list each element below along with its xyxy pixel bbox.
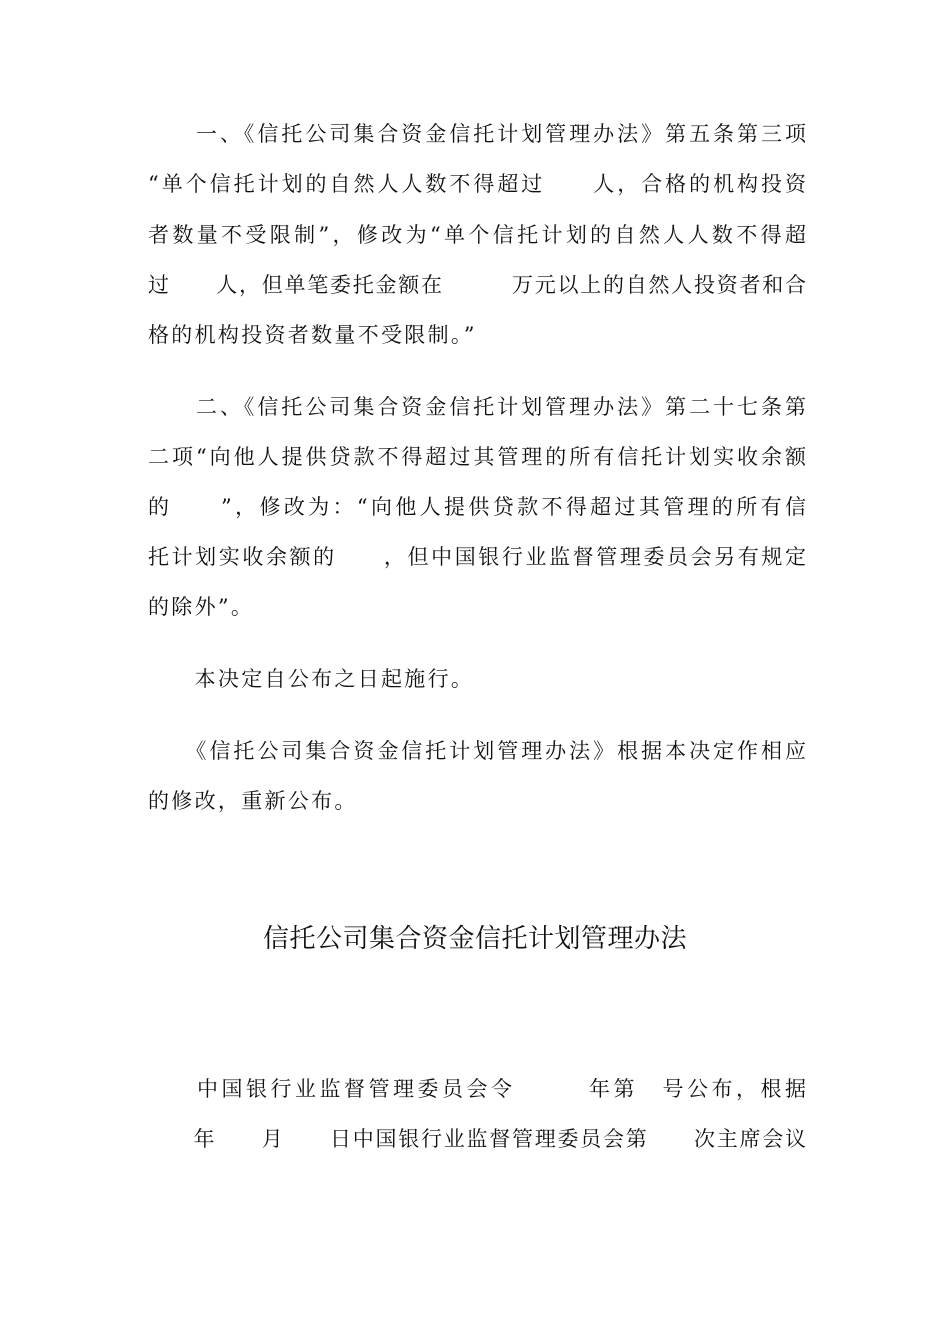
paragraph-1-line-1: 一、《信托公司集合资金信托计划管理办法》第五条第三项 <box>148 122 806 146</box>
paragraph-1-line-5: 格的机构投资者数量不受限制。” <box>148 323 477 347</box>
paragraph-4-line-2: 的修改，重新公布。 <box>148 789 358 813</box>
paragraph-2-line-4: 托计划实收余额的 ，但中国银行业监督管理委员会另有规定 <box>148 545 806 569</box>
paragraph-2-line-5: 的除外”。 <box>148 595 255 619</box>
document-title: 信托公司集合资金信托计划管理办法 <box>262 924 687 954</box>
paragraph-1-line-2: “单个信托计划的自然人人数不得超过 人，合格的机构投资 <box>148 172 806 196</box>
paragraph-2-line-2: 二项“向他人提供贷款不得超过其管理的所有信托计划实收余额 <box>148 445 806 469</box>
paragraph-1-line-4: 过 人，但单笔委托金额在 万元以上的自然人投资者和合 <box>148 273 806 297</box>
preamble-line-1: 中国银行业监督管理委员会令 年第 号公布，根据 <box>148 1077 806 1101</box>
paragraph-2-line-3: 的 ”，修改为：“向他人提供贷款不得超过其管理的所有信 <box>148 495 806 519</box>
paragraph-2-line-1: 二、《信托公司集合资金信托计划管理办法》第二十七条第 <box>148 395 806 419</box>
preamble-line-2: 年 月 日中国银行业监督管理委员会第 次主席会议 <box>148 1127 806 1151</box>
paragraph-4-line-1: 《信托公司集合资金信托计划管理办法》根据本决定作相应 <box>148 739 806 763</box>
paragraph-1-line-3: 者数量不受限制”，修改为“单个信托计划的自然人人数不得超 <box>148 223 806 247</box>
paragraph-3-line-1: 本决定自公布之日起施行。 <box>148 667 475 691</box>
